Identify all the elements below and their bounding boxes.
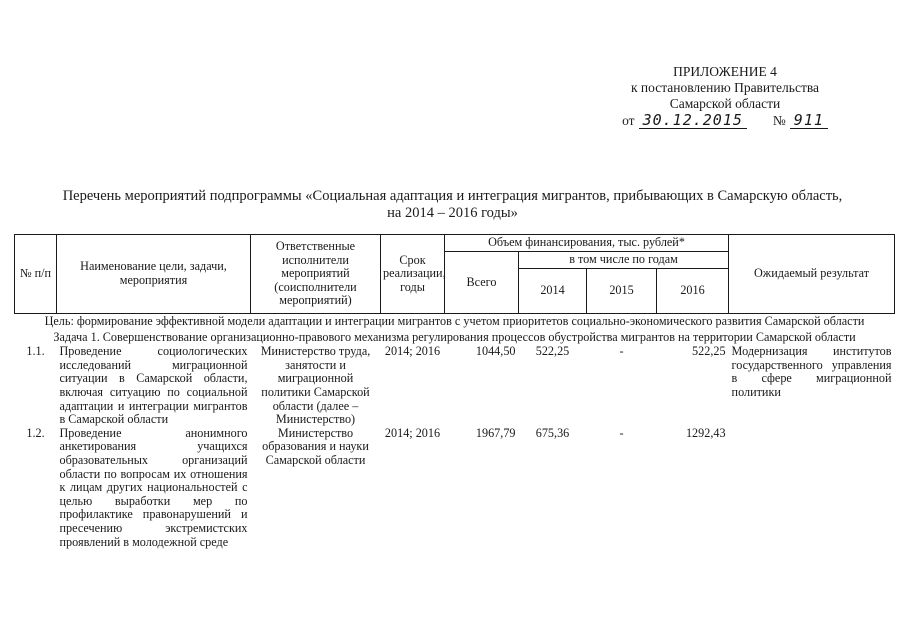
header-executors: Ответственные исполнители мероприятий (соисполнители мероприятий) — [251, 235, 381, 314]
header-num: № п/п — [15, 235, 57, 314]
number-prefix: № — [772, 113, 786, 128]
row-executor: Министерство труда, занятости и миграционной политики Самарской области (далее – Министерство) — [260, 344, 371, 427]
row-2016: 1292,43 — [685, 425, 726, 440]
table-row — [15, 427, 895, 549]
row-term: 2014; 2016 — [384, 344, 441, 359]
row-result: Модернизация институтов государственного управления в сфере миграционной политики — [731, 344, 892, 399]
decree-date-number — [600, 112, 850, 129]
header-2015: 2015 — [587, 269, 657, 314]
goal-row: Цель: формирование эффективной модели адаптации и интеграции мигрантов с учетом приоритетов социально-экономического развития Самарской области — [44, 314, 865, 328]
header-name: Наименование цели, задачи, мероприятия — [57, 235, 251, 314]
measures-table — [14, 234, 895, 549]
appendix-header — [600, 64, 850, 129]
title-line-1: Перечень мероприятий подпрограммы «Социальная адаптация и интеграция мигрантов, прибывающих в Самарскую область, — [62, 188, 843, 204]
header-2016: 2016 — [657, 269, 729, 314]
appendix-title: ПРИЛОЖЕНИЕ 4 — [673, 64, 777, 79]
row-num: 1.1. — [26, 344, 45, 359]
appendix-decree: к постановлению Правительства — [630, 80, 820, 95]
row-executor: Министерство образования и науки Самарской области — [262, 425, 369, 467]
appendix-region: Самарской области — [669, 96, 781, 111]
row-2015: - — [619, 425, 624, 440]
table-header — [15, 235, 895, 314]
decree-date: 30.12.2015 — [639, 112, 747, 129]
row-term: 2014; 2016 — [384, 425, 441, 440]
row-2016: 522,25 — [692, 344, 726, 359]
header-by-years: в том числе по годам — [519, 252, 729, 269]
row-result — [729, 427, 895, 549]
table-row — [15, 345, 895, 427]
decree-number: 911 — [790, 112, 828, 129]
date-prefix: от — [622, 113, 635, 128]
row-2014: 522,25 — [535, 344, 570, 359]
row-total: 1967,79 — [475, 425, 516, 440]
title-line-2: на 2014 – 2016 годы» — [387, 205, 518, 221]
header-term: Срок реализации, годы — [381, 235, 445, 314]
header-total: Всего — [445, 252, 519, 314]
header-result: Ожидаемый результат — [729, 235, 895, 314]
task-row: Задача 1. Совершенствование организационно-правового механизма регулирования процессов обустройства мигрантов на территории Самарской области — [53, 329, 856, 344]
row-2015: - — [619, 344, 624, 359]
row-name: Проведение анонимного анкетирования учащихся образовательных организаций области по вопросам их отношения к лицам других национальностей с целью выработки мер по профилактике правонарушений и пресечению экстремистских проявлений в молодежной среде — [59, 425, 248, 549]
document-title — [20, 188, 885, 222]
row-total: 1044,50 — [475, 344, 516, 359]
header-2014: 2014 — [519, 269, 587, 314]
header-funding: Объем финансирования, тыс. рублей* — [445, 235, 729, 252]
row-name: Проведение социологических исследований миграционной ситуации в Самарской области, включая ситуацию по социальной адаптации и интеграции мигрантов в Самарской области — [59, 344, 248, 427]
row-num: 1.2. — [26, 425, 45, 440]
row-2014: 675,36 — [535, 425, 570, 440]
